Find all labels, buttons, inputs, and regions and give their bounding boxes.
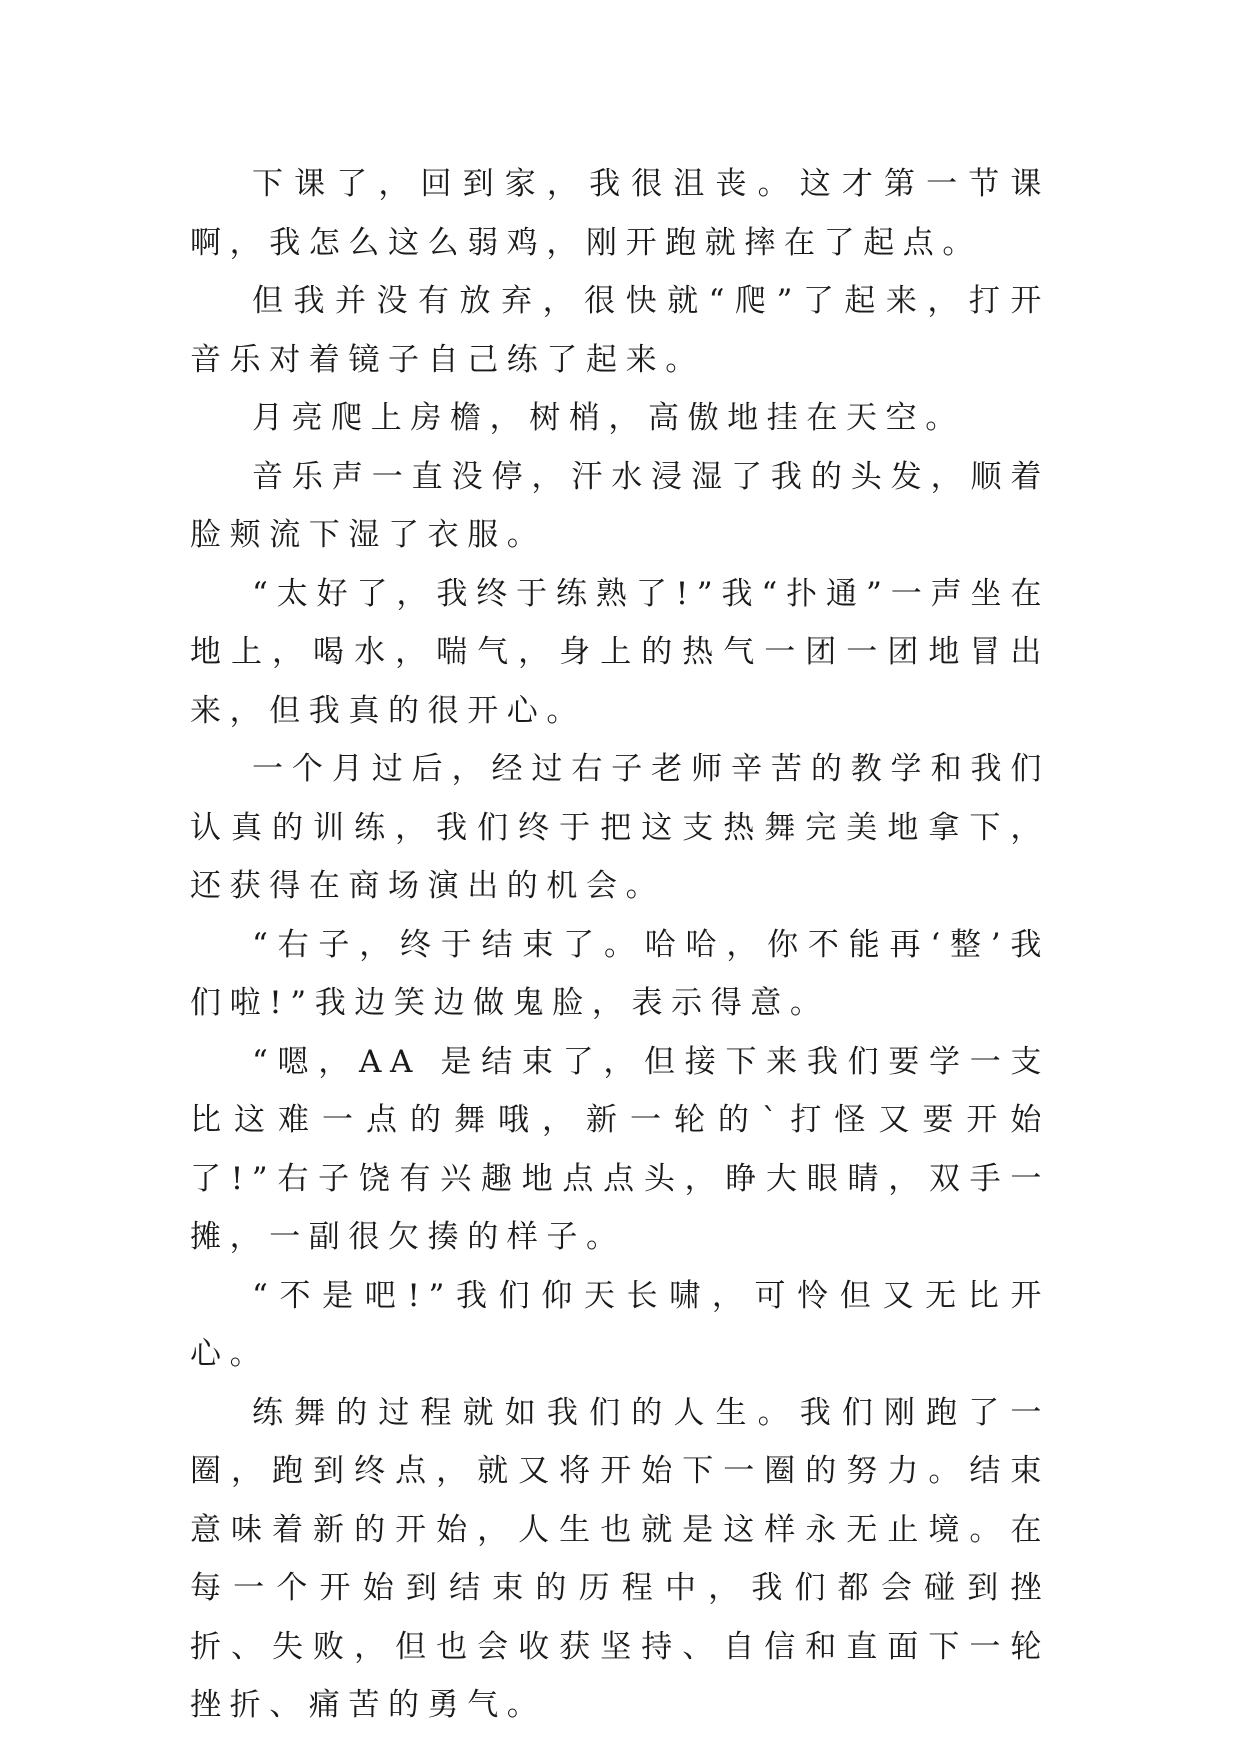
paragraph: 练舞的过程就如我们的人生。我们刚跑了一圈，跑到终点，就又将开始下一圈的努力。结束意味着新的开始，人生也就是这样永无止境。在每一个开始到结束的历程中，我们都会碰到挫折、失败，但也会收获坚持、自信和直面下一轮挫折、痛苦的勇气。 xyxy=(190,1394,1050,1723)
paragraph: “右子，终于结束了。哈哈，你不能再‘整’我们啦!”我边笑边做鬼脸，表示得意。 xyxy=(190,926,1050,1021)
document-body xyxy=(190,155,1050,1735)
paragraph: 月亮爬上房檐，树梢，高傲地挂在天空。 xyxy=(252,400,965,436)
paragraph: “嗯，AA 是结束了，但接下来我们要学一支比这难一点的舞哦，新一轮的`打怪又要开始了!”右子饶有兴趣地点点头，睁大眼睛，双手一摊，一副很欠揍的样子。 xyxy=(190,1043,1050,1255)
paragraph: 一个月过后，经过右子老师辛苦的教学和我们认真的训练，我们终于把这支热舞完美地拿下，还获得在商场演出的机会。 xyxy=(190,751,1050,904)
paragraph: “太好了，我终于练熟了!”我“扑通”一声坐在地上，喝水，喘气，身上的热气一团一团地冒出来，但我真的很开心。 xyxy=(190,575,1050,729)
paragraph: “不是吧!”我们仰天长啸，可怜但又无比开心。 xyxy=(190,1277,1050,1372)
paragraph: 音乐声一直没停，汗水浸湿了我的头发，顺着脸颊流下湿了衣服。 xyxy=(190,458,1050,553)
paragraph: 下课了，回到家，我很沮丧。这才第一节课啊，我怎么这么弱鸡，刚开跑就摔在了起点。 xyxy=(190,166,1050,261)
paragraph: 但我并没有放弃，很快就“爬”了起来，打开音乐对着镜子自己练了起来。 xyxy=(190,283,1050,378)
